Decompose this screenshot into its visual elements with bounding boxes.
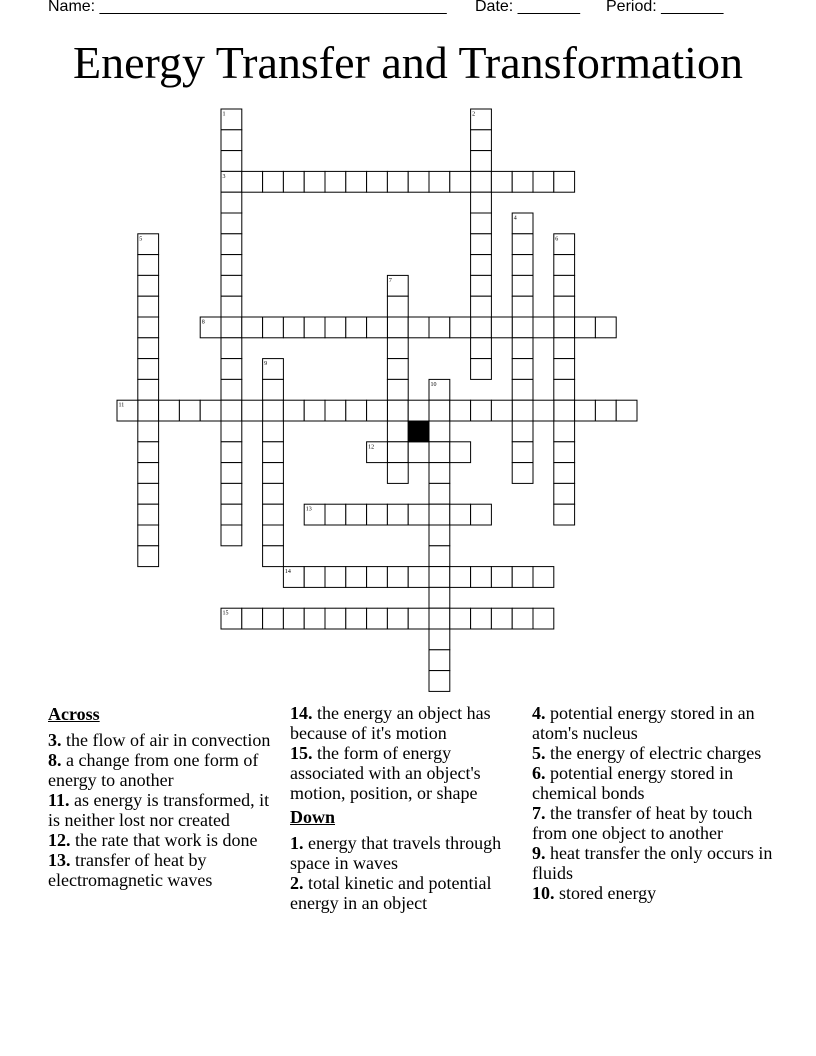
grid-cell[interactable]: [138, 400, 159, 421]
clue-6: [532, 763, 782, 803]
grid-cell[interactable]: [138, 442, 159, 463]
clues-column-2: [290, 703, 526, 913]
grid-cell[interactable]: [387, 608, 408, 629]
grid-cell[interactable]: [554, 255, 575, 276]
cell-number: 15: [222, 610, 229, 617]
clue-text: potential energy stored in an atom's nucleus: [532, 703, 755, 743]
clue-text: the energy of electric charges: [545, 743, 762, 763]
cell-number: 9: [264, 361, 268, 368]
grid-cell[interactable]: [533, 171, 554, 192]
grid-cell[interactable]: [387, 359, 408, 380]
grid-cell[interactable]: [554, 338, 575, 359]
grid-cell[interactable]: [138, 275, 159, 296]
grid-cell[interactable]: [304, 171, 325, 192]
cell-number: 5: [139, 236, 143, 243]
grid-cell[interactable]: [283, 400, 304, 421]
grid-cell[interactable]: [138, 379, 159, 400]
grid-cell[interactable]: [263, 463, 284, 484]
grid-cell[interactable]: [471, 359, 492, 380]
grid-cell[interactable]: [471, 130, 492, 151]
grid-cell[interactable]: [221, 400, 242, 421]
grid-cell[interactable]: [429, 171, 450, 192]
grid-cell[interactable]: [325, 567, 346, 588]
grid-cell[interactable]: [450, 504, 471, 525]
clue-text: the rate that work is done: [70, 830, 258, 850]
grid-cell[interactable]: [512, 275, 533, 296]
clue-number: 1.: [290, 833, 304, 853]
clue-number: 4.: [532, 703, 546, 723]
grid-cell[interactable]: [554, 359, 575, 380]
grid-cell[interactable]: [554, 171, 575, 192]
grid-cell[interactable]: [387, 442, 408, 463]
grid-cell[interactable]: [200, 400, 221, 421]
clue-text: the form of energy associated with an object's motion, position, or shape: [290, 743, 481, 803]
grid-cell[interactable]: [325, 171, 346, 192]
clue-13: [48, 850, 280, 890]
grid-cell[interactable]: [429, 671, 450, 692]
grid-cell[interactable]: [429, 525, 450, 546]
grid-cell[interactable]: [325, 317, 346, 338]
grid-cell[interactable]: [138, 504, 159, 525]
grid-cell[interactable]: [450, 400, 471, 421]
grid-cell[interactable]: [221, 379, 242, 400]
grid-cell[interactable]: [512, 463, 533, 484]
grid-cell[interactable]: [512, 421, 533, 442]
grid-cell[interactable]: [512, 400, 533, 421]
grid-cell[interactable]: [138, 421, 159, 442]
grid-cell[interactable]: [221, 130, 242, 151]
grid-cell[interactable]: [512, 608, 533, 629]
clue-number: 7.: [532, 803, 546, 823]
grid-cell[interactable]: [387, 338, 408, 359]
grid-cell[interactable]: [450, 567, 471, 588]
grid-cell[interactable]: [471, 400, 492, 421]
grid-cell[interactable]: [471, 234, 492, 255]
grid-cell[interactable]: [471, 213, 492, 234]
period-field[interactable]: Period: _______: [606, 0, 724, 15]
grid-cell[interactable]: [491, 317, 512, 338]
grid-cell[interactable]: [429, 483, 450, 504]
grid-cell[interactable]: [221, 151, 242, 172]
clue-text: heat transfer the only occurs in fluids: [532, 843, 773, 883]
grid-cell[interactable]: [283, 608, 304, 629]
clue-text: the transfer of heat by touch from one object to another: [532, 803, 753, 843]
grid-cell[interactable]: [221, 317, 242, 338]
grid-cell[interactable]: [263, 379, 284, 400]
grid-cell[interactable]: [263, 546, 284, 567]
cell-number: 1: [222, 111, 226, 118]
grid-cell[interactable]: [387, 400, 408, 421]
grid-cell[interactable]: [471, 504, 492, 525]
clue-9: [532, 843, 782, 883]
grid-cell[interactable]: [367, 171, 388, 192]
grid-cell[interactable]: [471, 317, 492, 338]
grid-cell[interactable]: [221, 255, 242, 276]
grid-cell[interactable]: [429, 567, 450, 588]
grid-cell[interactable]: [512, 359, 533, 380]
grid-cell[interactable]: [595, 400, 616, 421]
grid-cell[interactable]: [304, 400, 325, 421]
grid-cell[interactable]: [575, 317, 596, 338]
grid-cell[interactable]: [367, 400, 388, 421]
grid-cell[interactable]: [346, 400, 367, 421]
grid-cell[interactable]: [554, 400, 575, 421]
grid-cell[interactable]: [283, 171, 304, 192]
grid-cell[interactable]: [387, 171, 408, 192]
clues-column-3: [532, 703, 782, 903]
grid-cell[interactable]: [221, 483, 242, 504]
grid-cell[interactable]: [554, 442, 575, 463]
grid-cell[interactable]: [387, 379, 408, 400]
grid-cell[interactable]: [533, 400, 554, 421]
across-heading: Across: [48, 704, 100, 724]
grid-cell[interactable]: [408, 567, 429, 588]
clue-number: 12.: [48, 830, 71, 850]
clue-text: transfer of heat by electromagnetic waves: [48, 850, 213, 890]
grid-cell[interactable]: [429, 317, 450, 338]
grid-cell[interactable]: [471, 275, 492, 296]
grid-cell[interactable]: [138, 463, 159, 484]
grid-cell[interactable]: [221, 296, 242, 317]
clue-number: 10.: [532, 883, 555, 903]
cell-number: 6: [555, 236, 559, 243]
grid-cell[interactable]: [367, 567, 388, 588]
grid-cell[interactable]: [387, 317, 408, 338]
grid-cell[interactable]: [325, 504, 346, 525]
grid-cell[interactable]: [450, 317, 471, 338]
grid-cell[interactable]: [471, 338, 492, 359]
grid-cell[interactable]: [408, 442, 429, 463]
grid-cell[interactable]: [554, 317, 575, 338]
grid-cell[interactable]: [429, 650, 450, 671]
clue-text: stored energy: [554, 883, 657, 903]
grid-cell[interactable]: [491, 608, 512, 629]
grid-cell[interactable]: [595, 317, 616, 338]
clue-number: 3.: [48, 730, 62, 750]
clue-7: [532, 803, 782, 843]
clue-number: 2.: [290, 873, 304, 893]
cell-number: 7: [388, 277, 392, 284]
cell-number: 8: [201, 319, 205, 326]
clue-number: 15.: [290, 743, 313, 763]
grid-cell[interactable]: [325, 608, 346, 629]
grid-cell[interactable]: [554, 379, 575, 400]
blocked-cell: [408, 421, 429, 442]
grid-cell[interactable]: [263, 525, 284, 546]
cell-number: 14: [284, 569, 291, 576]
grid-cell[interactable]: [554, 275, 575, 296]
grid-cell[interactable]: [263, 317, 284, 338]
grid-cell[interactable]: [263, 171, 284, 192]
grid-cell[interactable]: [138, 296, 159, 317]
cell-number: 4: [513, 215, 517, 222]
grid-cell[interactable]: [429, 504, 450, 525]
grid-cell[interactable]: [325, 400, 346, 421]
grid-cell[interactable]: [283, 317, 304, 338]
grid-cell[interactable]: [221, 442, 242, 463]
clue-text: energy that travels through space in waves: [290, 833, 502, 873]
grid-cell[interactable]: [408, 400, 429, 421]
cell-number: 13: [305, 506, 312, 513]
grid-cell[interactable]: [346, 317, 367, 338]
grid-cell[interactable]: [429, 421, 450, 442]
grid-cell[interactable]: [616, 400, 637, 421]
grid-cell[interactable]: [408, 504, 429, 525]
grid-cell[interactable]: [408, 608, 429, 629]
grid-cell[interactable]: [138, 338, 159, 359]
grid-cell[interactable]: [554, 483, 575, 504]
grid-cell[interactable]: [387, 504, 408, 525]
grid-cell[interactable]: [533, 317, 554, 338]
clue-number: 11.: [48, 790, 70, 810]
grid-cell[interactable]: [221, 421, 242, 442]
grid-cell[interactable]: [242, 400, 263, 421]
cell-number: 2: [472, 111, 476, 118]
grid-cell[interactable]: [512, 296, 533, 317]
grid-cell[interactable]: [491, 400, 512, 421]
clue-1: [290, 833, 526, 873]
grid-cell[interactable]: [450, 442, 471, 463]
clue-text: the flow of air in convection: [61, 730, 271, 750]
clue-text: potential energy stored in chemical bonds: [532, 763, 734, 803]
grid-cell[interactable]: [263, 608, 284, 629]
grid-cell[interactable]: [263, 483, 284, 504]
grid-cell[interactable]: [471, 171, 492, 192]
grid-cell[interactable]: [221, 359, 242, 380]
cell-number: 10: [430, 381, 437, 388]
clue-number: 8.: [48, 750, 62, 770]
grid-cell[interactable]: [387, 567, 408, 588]
grid-cell[interactable]: [533, 608, 554, 629]
grid-cell[interactable]: [367, 608, 388, 629]
grid-cell[interactable]: [263, 504, 284, 525]
grid-cell[interactable]: [491, 171, 512, 192]
grid-cell[interactable]: [346, 171, 367, 192]
page-title: Energy Transfer and Transformation: [73, 37, 743, 88]
grid-cell[interactable]: [471, 608, 492, 629]
clue-4: [532, 703, 782, 743]
grid-cell[interactable]: [242, 608, 263, 629]
grid-cell[interactable]: [242, 317, 263, 338]
grid-cell[interactable]: [304, 567, 325, 588]
grid-cell[interactable]: [346, 608, 367, 629]
grid-cell[interactable]: [346, 504, 367, 525]
clue-8: [48, 750, 280, 790]
grid-cell[interactable]: [367, 317, 388, 338]
grid-cell[interactable]: [471, 255, 492, 276]
grid-cell[interactable]: [263, 442, 284, 463]
grid-cell[interactable]: [221, 525, 242, 546]
grid-cell[interactable]: [429, 587, 450, 608]
grid-cell[interactable]: [471, 296, 492, 317]
grid-cell[interactable]: [554, 296, 575, 317]
grid-cell[interactable]: [575, 400, 596, 421]
grid-cell[interactable]: [429, 442, 450, 463]
grid-cell[interactable]: [429, 608, 450, 629]
grid-cell[interactable]: [533, 567, 554, 588]
clue-5: [532, 743, 782, 763]
grid-cell[interactable]: [304, 608, 325, 629]
grid-cell[interactable]: [387, 296, 408, 317]
grid-cell[interactable]: [491, 567, 512, 588]
grid-cell[interactable]: [408, 317, 429, 338]
grid-cell[interactable]: [221, 192, 242, 213]
clue-text: the energy an object has because of it's motion: [290, 703, 491, 743]
grid-cell[interactable]: [221, 338, 242, 359]
grid-cell[interactable]: [221, 234, 242, 255]
grid-cell[interactable]: [512, 442, 533, 463]
grid-cell[interactable]: [138, 255, 159, 276]
clue-number: 6.: [532, 763, 546, 783]
grid-cell[interactable]: [387, 463, 408, 484]
grid-cell[interactable]: [471, 151, 492, 172]
clue-text: a change from one form of energy to another: [48, 750, 259, 790]
grid-cell[interactable]: [159, 400, 180, 421]
clue-12: [48, 830, 280, 850]
grid-cell[interactable]: [512, 317, 533, 338]
grid-cell[interactable]: [512, 567, 533, 588]
grid-cell[interactable]: [408, 171, 429, 192]
grid-cell[interactable]: [221, 213, 242, 234]
grid-cell[interactable]: [429, 546, 450, 567]
clue-number: 5.: [532, 743, 546, 763]
clue-10: [532, 883, 782, 903]
grid-cell[interactable]: [429, 400, 450, 421]
grid-cell[interactable]: [263, 400, 284, 421]
clue-15: [290, 743, 526, 803]
grid-cell[interactable]: [512, 379, 533, 400]
grid-cell[interactable]: [512, 338, 533, 359]
grid-cell[interactable]: [221, 275, 242, 296]
grid-cell[interactable]: [242, 171, 263, 192]
grid-cell[interactable]: [471, 567, 492, 588]
grid-cell[interactable]: [429, 463, 450, 484]
grid-cell[interactable]: [471, 192, 492, 213]
grid-cell[interactable]: [429, 629, 450, 650]
grid-cell[interactable]: [387, 421, 408, 442]
clue-number: 9.: [532, 843, 546, 863]
grid-cell[interactable]: [138, 546, 159, 567]
grid-cell[interactable]: [346, 567, 367, 588]
cell-number: 11: [118, 402, 125, 409]
grid-cell[interactable]: [512, 171, 533, 192]
grid-cell[interactable]: [512, 255, 533, 276]
cell-number: 12: [368, 444, 375, 451]
grid-cell[interactable]: [263, 421, 284, 442]
name-field[interactable]: Name: _______________________________________: [48, 0, 447, 15]
clue-number: 13.: [48, 850, 71, 870]
clue-2: [290, 873, 526, 913]
clue-text: as energy is transformed, it is neither lost nor created: [48, 790, 270, 830]
grid-cell[interactable]: [138, 359, 159, 380]
grid-cell[interactable]: [554, 463, 575, 484]
grid-cell[interactable]: [367, 504, 388, 525]
grid-cell[interactable]: [138, 317, 159, 338]
clue-text: total kinetic and potential energy in an object: [290, 873, 492, 913]
cell-number: 3: [222, 173, 226, 180]
clue-3: [48, 730, 280, 750]
clue-14: [290, 703, 526, 743]
date-field[interactable]: Date: _______: [475, 0, 580, 15]
clue-11: [48, 790, 280, 830]
clue-number: 14.: [290, 703, 313, 723]
grid-cell[interactable]: [450, 608, 471, 629]
grid-cell[interactable]: [512, 234, 533, 255]
grid-cell[interactable]: [138, 525, 159, 546]
grid-cell[interactable]: [221, 463, 242, 484]
grid-cell[interactable]: [221, 504, 242, 525]
clues-column-1: [48, 703, 280, 890]
grid-cell[interactable]: [138, 483, 159, 504]
down-heading: Down: [290, 807, 336, 827]
grid-cell[interactable]: [179, 400, 200, 421]
grid-cell[interactable]: [304, 317, 325, 338]
grid-cell[interactable]: [554, 504, 575, 525]
grid-cell[interactable]: [554, 421, 575, 442]
grid-cell[interactable]: [450, 171, 471, 192]
